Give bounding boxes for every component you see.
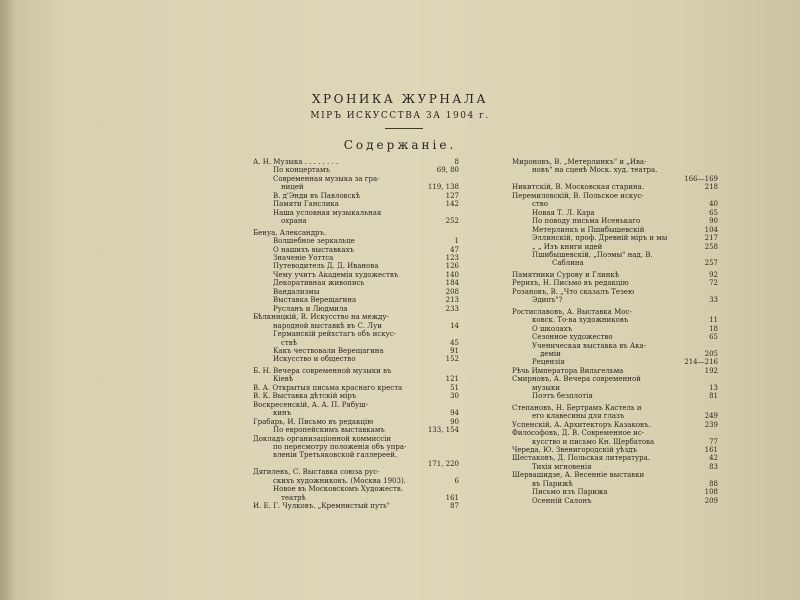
entry-page-number: 161 [704,445,718,454]
contents-entry [253,468,459,476]
entry-title: По концертамъ [273,166,330,175]
contents-entry [512,325,718,333]
contents-entry [253,209,459,217]
contents-entry [253,339,459,347]
entry-page-number: 40 [709,200,718,209]
contents-entry [253,279,459,287]
entry-title: скихъ художниковъ. (Москва 1903). [273,476,406,485]
entry-title: О школахъ [532,324,573,333]
entry-title: Эллинскій, проф. Древній міръ и мы [532,234,668,243]
contents-entry [512,421,718,429]
contents-entry [512,158,718,166]
entry-page-number: 233 [445,304,459,313]
entry-title: „ „ Изъ книги идей [532,242,603,251]
entry-title: Шервашидзе, А. Весенніе выставки [512,471,645,480]
entry-page-number: 249 [704,412,718,421]
contents-entry [253,158,459,166]
entry-title: новъ" на сценѣ Моск. худ. театра. [532,166,658,175]
contents-entry [253,426,459,434]
entry-page-number: 239 [704,420,718,429]
entry-title: Мироновъ, В. „Метерлинкъ" и „Ива- [512,158,647,166]
entry-page-number: 257 [704,259,718,268]
entry-title: Путеводитель Д. Д. Иванова [273,262,379,271]
contents-entry [253,451,459,459]
entry-page-number: 108 [704,488,718,497]
entry-page-number: 94 [450,409,459,418]
entry-title: Поэтъ безплотія [532,392,593,401]
entry-page-number: 33 [709,296,718,305]
entry-title: Современная музыка за гра- [273,174,380,183]
entry-page-number: 1 [454,237,459,246]
contents-entry [253,254,459,262]
contents-entry [253,313,459,321]
entry-title: Наша условная музыкальная [273,208,382,217]
contents-entry [253,494,459,502]
entry-page-number: 90 [450,417,459,426]
contents-entry [512,251,718,259]
contents-entry [512,384,718,392]
contents-entry [253,166,459,174]
entry-page-number: 214—216 [684,358,718,367]
entry-page-number: 217 [704,234,718,243]
contents-heading: Содержаніе. [343,138,457,152]
entry-page-number: 6 [454,476,459,485]
entry-title: Эдипъ"? [532,296,563,305]
entry-title: Новая Т. Л. Кара [532,208,595,217]
contents-entry [253,401,459,409]
entry-title: Русланъ и Людмила [273,304,348,313]
entry-title: ствѣ [281,338,297,347]
contents-entry [512,463,718,471]
entry-page-number: 77 [709,437,718,446]
entry-page-number: 92 [709,270,718,279]
entry-title: Волшебное зеркальце [273,237,355,246]
contents-entry [253,409,459,417]
title-divider [385,128,423,129]
contents-entry [512,308,718,316]
entry-page-number: 11 [709,316,718,325]
contents-entry [512,480,718,488]
entry-page-number: 65 [709,333,718,342]
contents-entry [512,271,718,279]
entry-page-number: 192 [704,366,718,375]
contents-entry [253,175,459,183]
entry-title: Пшибышевскій, „Поэмы" над. В. [532,250,653,259]
contents-entry [253,375,459,383]
entry-title: Шестаковъ, Д. Польская литература. [512,454,651,463]
contents-entry [512,404,718,412]
entry-page-number: 51 [450,383,459,392]
entry-page-number: 81 [709,392,718,401]
entry-title: Тихія мгновенія [532,462,592,471]
entry-title: Вандализмы [273,287,320,296]
entry-title: Чему учитъ Академія художествъ [273,270,399,279]
entry-page-number: 18 [709,324,718,333]
entry-page-number: 14 [450,321,459,330]
entry-title: Значеніе Уоттса [273,253,334,262]
entry-title: по пересмотру положенія объ упра- [273,442,407,451]
entry-title: народной выставкѣ въ С. Луи [273,321,382,330]
entry-page-number: 72 [709,279,718,288]
contents-entry [253,367,459,375]
entry-title: театрѣ [281,493,306,502]
entry-page-number: 83 [709,462,718,471]
entry-page-number: 258 [704,242,718,251]
entry-page-number: 87 [450,502,459,511]
contents-entry [512,209,718,217]
entry-title: Ростиславовъ, А. Выставка Мос- [512,307,632,316]
entry-title: Германскій рейхстагъ объ искус- [273,330,396,339]
contents-entry [512,200,718,208]
entry-title: Успенскій, А. Архитекторъ Казаковъ. [512,420,651,429]
contents-entry [253,485,459,493]
entry-page-number: 142 [445,200,459,209]
entry-title: Кіевѣ [273,375,293,384]
entry-page-number: 152 [445,355,459,364]
entry-title: Степановъ, Н. Бертрамъ Кастель и [512,403,642,412]
contents-entry [253,355,459,363]
entry-title: Рецензія [532,358,565,367]
entry-title: В. д'Энди въ Павловскѣ [273,191,361,200]
entry-title: въ Парижѣ [532,479,573,488]
contents-entry [253,200,459,208]
entry-title: Череда, Ю. Звенигородскій уѣздъ [512,445,637,454]
entry-title: охрана [281,217,307,226]
contents-entry [512,279,718,287]
entry-page-number: 218 [704,183,718,192]
entry-page-number: 88 [709,479,718,488]
entry-title: Дягилевъ, С. Выставка союза рус- [253,468,380,477]
entry-page-number: 119, 138 [427,183,459,192]
entry-title: По европейскимъ выставкамъ [273,426,385,435]
entry-page-number: 161 [445,493,459,502]
entry-title: По поводу письма Исенькаго [532,217,641,226]
contents-entry [512,226,718,234]
entry-title: Письмо изъ Парижа [532,488,608,497]
entry-page-number: 123 [445,253,459,262]
entry-title: Рерихъ, Н. Письмо въ редакцію [512,279,629,288]
contents-entry [512,412,718,420]
contents-entry [512,192,718,200]
contents-entry [512,438,718,446]
contents-right-column [512,158,718,505]
contents-entry [253,435,459,443]
entry-title: Осенній Салонъ [532,496,592,505]
entry-title: В. К. Выставка дѣтскій міръ [253,392,357,401]
entry-page-number: 205 [704,349,718,358]
contents-entry [512,243,718,251]
entry-title: Новое въ Московскомъ Художеств. [273,485,404,494]
entry-title: Никитскій, В. Московская старина. [512,183,645,192]
entry-title: Воскресенскій, А. А. П. Рябуш- [253,400,369,409]
entry-title: Бенуа, Александръ. [253,228,327,237]
contents-entry [512,429,718,437]
entry-page-number: 209 [704,496,718,505]
contents-entry [512,392,718,400]
contents-left-column [253,158,459,511]
entry-title: Грабарь, И. Письмо въ редакцію [253,417,374,426]
contents-entry [253,384,459,392]
entry-page-number: 166—169 [684,174,718,183]
contents-entry [512,183,718,191]
entry-title: И. Е. Г. Чулковъ. „Кремнистый путь" [253,502,390,511]
contents-entry [253,477,459,485]
contents-entry [512,217,718,225]
entry-title: Памятники Сурову и Глинкѣ [512,270,619,279]
book-binding [0,0,14,600]
contents-entry [512,446,718,454]
entry-page-number: 208 [445,287,459,296]
entry-page-number: 42 [709,454,718,463]
entry-title: Сезонное художество [532,333,613,342]
contents-entry [253,347,459,355]
entry-page-number: 126 [445,262,459,271]
contents-entry [253,330,459,338]
entry-page-number: 45 [450,338,459,347]
contents-entry [512,296,718,304]
contents-entry [253,288,459,296]
contents-entry [512,259,718,267]
contents-entry [512,358,718,366]
entry-page-number: 121 [445,375,459,384]
contents-entry [512,234,718,242]
entry-title: Выставка Верещагина [273,296,357,305]
journal-title: ХРОНИКА ЖУРНАЛА [312,92,488,106]
entry-page-number: 252 [445,217,459,226]
contents-entry [253,443,459,451]
entry-title: А. Н. Музыка . . . . . . . . [253,158,339,166]
contents-entry [512,342,718,350]
entry-title: Метерлинкъ и Пшибышевскій [532,225,645,234]
entry-title: Саблина [552,259,584,268]
entry-title: Декоративная живопись [273,279,365,288]
contents-entry [253,460,459,468]
entry-title: В. А. Открытыя письма краснаго креста [253,383,403,392]
entry-page-number: 8 [454,158,459,166]
entry-title: О нашихъ выставкахъ [273,245,354,254]
contents-entry [253,296,459,304]
entry-page-number: 171, 220 [427,459,459,468]
entry-title: Философовъ, Д. В. Современное ис- [512,429,645,438]
entry-page-number: 65 [709,208,718,217]
contents-entry [253,322,459,330]
entry-page-number: 213 [445,296,459,305]
entry-title: Ученическая выставка въ Ака- [532,341,647,350]
entry-title: Бѣлкницкій, В. Искусство на между- [253,313,389,322]
entry-page-number: 47 [450,245,459,254]
entry-title: Смирновъ, А. Вечера современной [512,375,641,384]
contents-entry [512,454,718,462]
contents-entry [253,217,459,225]
entry-page-number: 30 [450,392,459,401]
entry-title: ницей [281,183,304,192]
entry-page-number: 127 [445,191,459,200]
entry-title: Памяти Ганслика [273,200,339,209]
entry-page-number: 104 [704,225,718,234]
entry-title: его клавесины для глазъ [532,412,625,421]
entry-title: Рѣчь Императора Вильгельма [512,366,624,375]
contents-entry [512,471,718,479]
entry-page-number: 133, 154 [427,426,459,435]
contents-entry [512,497,718,505]
contents-entry [512,488,718,496]
contents-entry [512,288,718,296]
entry-title: Какъ чествовали Верещагина [273,346,384,355]
entry-title: Перемиловскій, В. Польское искус- [512,191,644,200]
entry-title: Докладъ организаціонной коммиссіи [253,434,392,443]
entry-page-number: 184 [445,279,459,288]
contents-entry [512,350,718,358]
entry-title: вленіи Третьяковской галлереей. [273,451,398,460]
contents-entry [512,375,718,383]
contents-entry [253,392,459,400]
entry-page-number: 140 [445,270,459,279]
entry-title: музыки [532,383,560,392]
contents-entry [253,418,459,426]
entry-title: ство [532,200,548,209]
contents-entry [253,305,459,313]
contents-entry [253,237,459,245]
entry-page-number: 91 [450,346,459,355]
entry-title: ковск. То-ва художниковъ [532,316,629,325]
entry-title: кусство и письмо Кн. Щербатова [532,437,655,446]
contents-entry [512,367,718,375]
entry-title: деміи [540,349,561,358]
contents-entry [253,246,459,254]
contents-entry [253,192,459,200]
entry-page-number: 90 [709,217,718,226]
contents-entry [253,229,459,237]
contents-entry [512,166,718,174]
entry-title: Розановъ, В. „Что сказалъ Тезею [512,287,635,296]
entry-title: Б. Н. Вечера современной музыки въ [253,366,392,375]
entry-page-number: 69, 80 [436,166,459,175]
contents-entry [253,271,459,279]
entry-title: Искусство и общество [273,355,356,364]
journal-subtitle: МІРЪ ИСКУССТВА ЗА 1904 г. [310,111,490,121]
contents-entry [253,262,459,270]
contents-entry [253,183,459,191]
entry-title: кинъ [273,409,292,418]
contents-entry [253,502,459,510]
contents-entry [512,333,718,341]
contents-entry [512,175,718,183]
entry-page-number: 13 [709,383,718,392]
contents-entry [512,316,718,324]
